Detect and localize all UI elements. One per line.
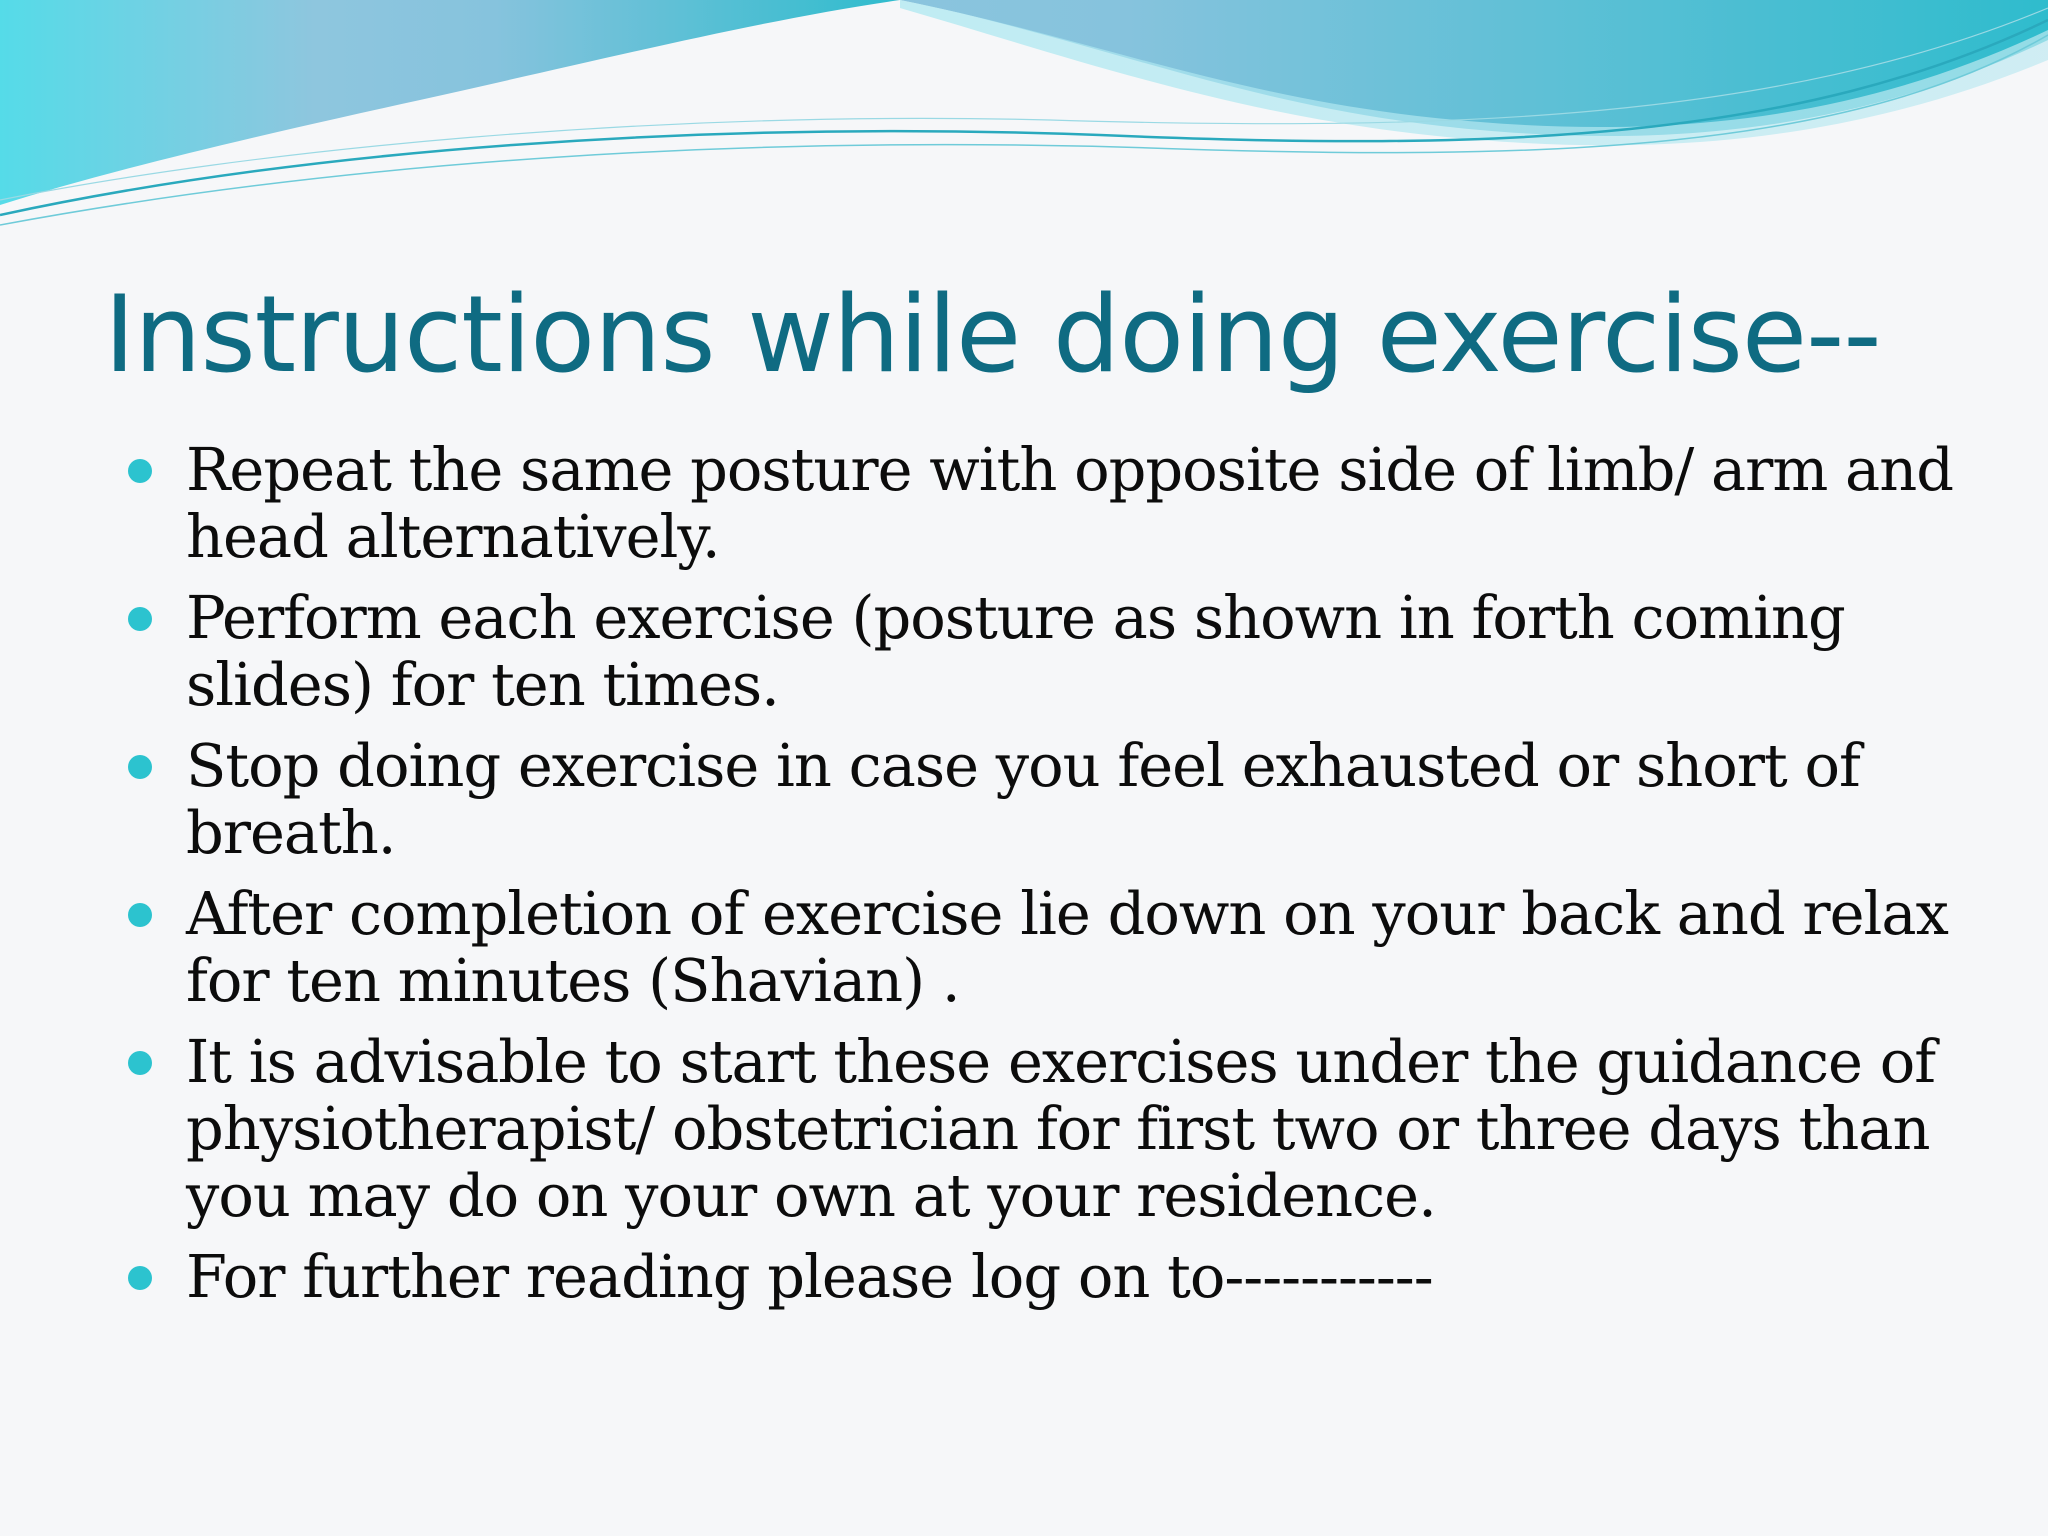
bullet-dot-icon (128, 459, 152, 483)
bullet-text: After completion of exercise lie down on your back and relax for ten minutes (Shavian) . (186, 879, 1948, 1015)
bullet-item (128, 732, 1978, 866)
bullet-dot-icon (128, 1266, 152, 1290)
bullet-item (128, 1243, 1978, 1310)
bullet-dot-icon (128, 755, 152, 779)
bullet-list (128, 436, 1978, 1324)
wave-header-decoration (0, 0, 2048, 240)
bullet-dot-icon (128, 607, 152, 631)
bullet-text: Perform each exercise (posture as shown in forth coming slides) for ten times. (186, 583, 1845, 719)
bullet-dot-icon (128, 1051, 152, 1075)
bullet-dot-icon (128, 903, 152, 927)
bullet-text: It is advisable to start these exercises under the guidance of physiotherapist/ obstetrician for first two or three days than you may do on your own at your residence. (186, 1027, 1936, 1230)
bullet-text: Stop doing exercise in case you feel exhausted or short of breath. (186, 731, 1860, 867)
bullet-text: For further reading please log on to----------- (186, 1242, 1433, 1311)
bullet-item (128, 880, 1978, 1014)
bullet-item (128, 584, 1978, 718)
slide-title: Instructions while doing exercise-- (104, 273, 1881, 396)
wave-left-shape (0, 0, 900, 205)
bullet-text: Repeat the same posture with opposite side of limb/ arm and head alternatively. (186, 435, 1954, 571)
bullet-item (128, 436, 1978, 570)
bullet-item (128, 1028, 1978, 1229)
